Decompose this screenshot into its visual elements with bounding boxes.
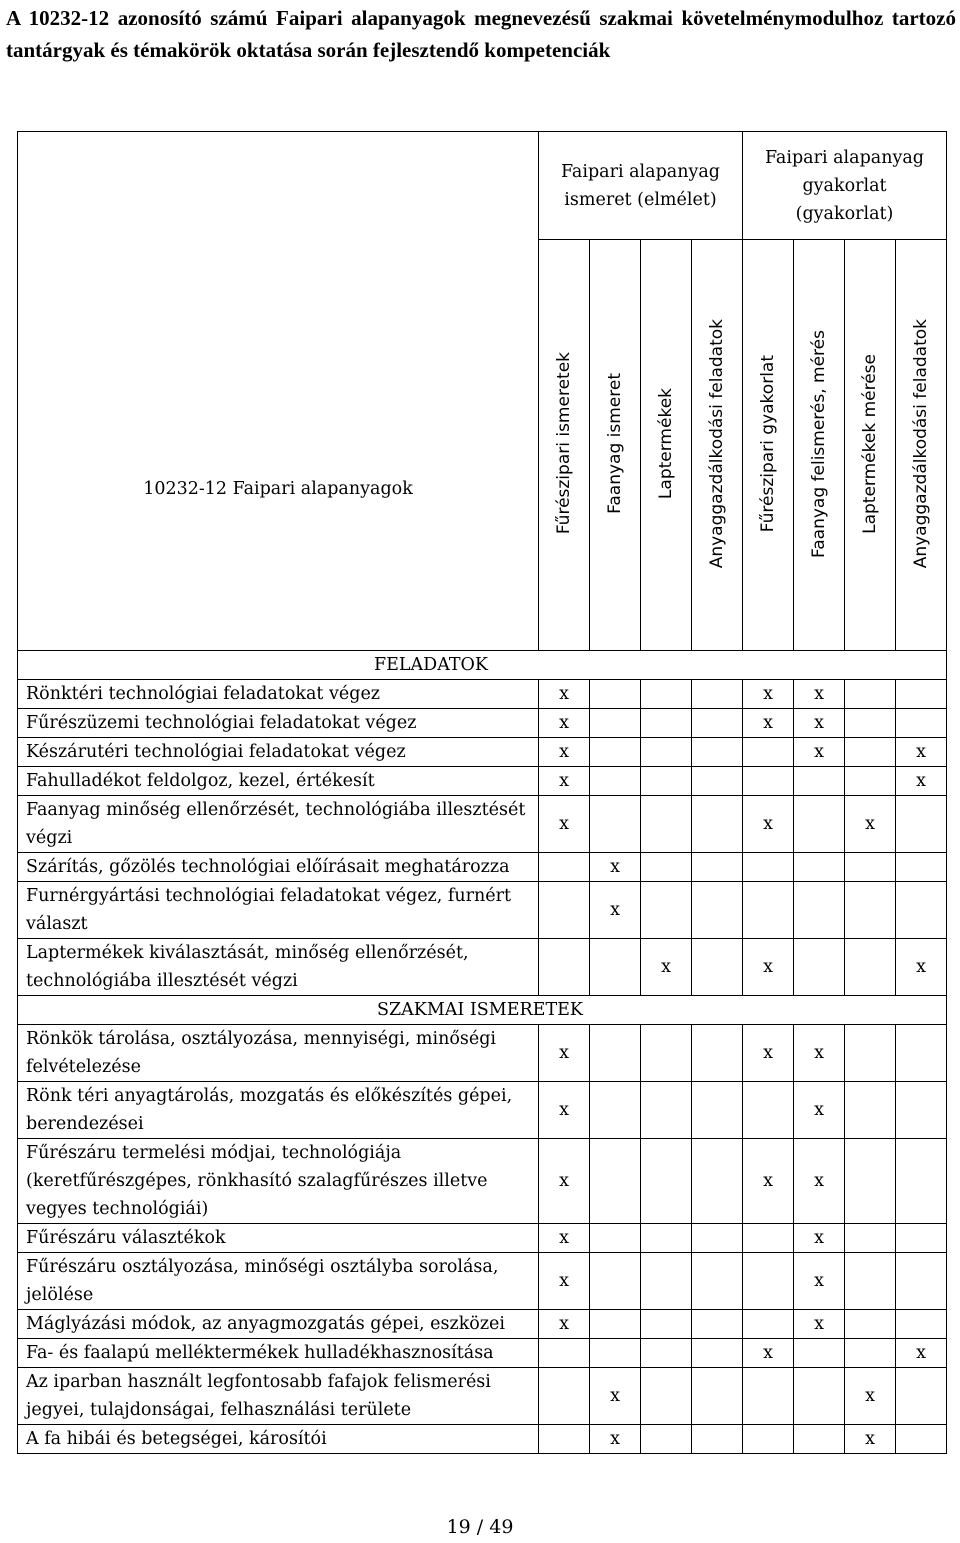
mark-cell xyxy=(743,1310,794,1339)
mark-cell: x xyxy=(590,853,641,882)
subject-group-theory: Faipari alapanyag ismeret (elmélet) xyxy=(539,132,743,240)
mark-cell xyxy=(845,1082,896,1139)
mark-cell: x xyxy=(845,796,896,853)
mark-cell xyxy=(743,1224,794,1253)
mark-cell xyxy=(692,1082,743,1139)
mark-cell xyxy=(845,1139,896,1224)
mark-cell xyxy=(641,767,692,796)
mark-cell xyxy=(692,1025,743,1082)
mark-cell: x xyxy=(590,882,641,939)
column-header: Faanyag felismerés, mérés xyxy=(794,240,845,651)
mark-cell xyxy=(590,1253,641,1310)
mark-cell xyxy=(590,1082,641,1139)
mark-cell xyxy=(641,1425,692,1454)
module-title: 10232-12 Faipari alapanyagok xyxy=(143,479,413,499)
mark-cell: x xyxy=(743,709,794,738)
section-title: SZAKMAI ISMERETEK xyxy=(18,996,947,1025)
mark-cell xyxy=(590,709,641,738)
row-label: Készárutéri technológiai feladatokat végez xyxy=(18,738,539,767)
section-row xyxy=(18,996,947,1025)
row-label: Laptermékek kiválasztását, minőség ellenőrzését, technológiába illesztését végzi xyxy=(18,939,539,996)
table-row xyxy=(18,767,947,796)
mark-cell xyxy=(539,853,590,882)
mark-cell xyxy=(692,882,743,939)
mark-cell: x xyxy=(539,1224,590,1253)
row-label: Fűrészáru termelési módjai, technológiája (keretfűrészgépes, rönkhasító szalagfűrészes illetve vegyes technológiái) xyxy=(18,1139,539,1224)
column-header: Fűrészipari gyakorlat xyxy=(743,240,794,651)
mark-cell xyxy=(896,853,947,882)
module-title-cell xyxy=(18,132,539,651)
column-header: Faanyag ismeret xyxy=(590,240,641,651)
mark-cell xyxy=(641,680,692,709)
row-label: Máglyázási módok, az anyagmozgatás gépei, eszközei xyxy=(18,1310,539,1339)
row-label: Fűrészüzemi technológiai feladatokat végez xyxy=(18,709,539,738)
subject-group-practice: Faipari alapanyag gyakorlat (gyakorlat) xyxy=(743,132,947,240)
section-row xyxy=(18,651,947,680)
mark-cell xyxy=(590,796,641,853)
mark-cell: x xyxy=(896,939,947,996)
mark-cell: x xyxy=(743,1139,794,1224)
mark-cell: x xyxy=(539,767,590,796)
table-row xyxy=(18,1025,947,1082)
row-label: A fa hibái és betegségei, károsítói xyxy=(18,1425,539,1454)
mark-cell xyxy=(896,1310,947,1339)
mark-cell xyxy=(896,1025,947,1082)
mark-cell xyxy=(896,1368,947,1425)
mark-cell xyxy=(641,738,692,767)
mark-cell xyxy=(641,1082,692,1139)
mark-cell xyxy=(641,1253,692,1310)
mark-cell: x xyxy=(743,1339,794,1368)
mark-cell: x xyxy=(743,1025,794,1082)
mark-cell xyxy=(641,1310,692,1339)
mark-cell: x xyxy=(896,738,947,767)
mark-cell: x xyxy=(794,738,845,767)
mark-cell xyxy=(743,1368,794,1425)
mark-cell xyxy=(641,1025,692,1082)
mark-cell xyxy=(794,853,845,882)
column-header: Fűrészipari ismeretek xyxy=(539,240,590,651)
mark-cell xyxy=(692,709,743,738)
column-header: Laptermékek xyxy=(641,240,692,651)
mark-cell: x xyxy=(794,1139,845,1224)
mark-cell xyxy=(590,738,641,767)
column-header: Anyaggazdálkodási feladatok xyxy=(692,240,743,651)
mark-cell: x xyxy=(539,1253,590,1310)
mark-cell xyxy=(896,1224,947,1253)
mark-cell xyxy=(743,1253,794,1310)
mark-cell xyxy=(743,738,794,767)
mark-cell xyxy=(845,853,896,882)
mark-cell: x xyxy=(539,709,590,738)
mark-cell xyxy=(845,1224,896,1253)
mark-cell xyxy=(539,882,590,939)
mark-cell: x xyxy=(539,1025,590,1082)
mark-cell: x xyxy=(845,1425,896,1454)
column-header: Laptermékek mérése xyxy=(845,240,896,651)
mark-cell: x xyxy=(743,680,794,709)
mark-cell: x xyxy=(794,1224,845,1253)
mark-cell xyxy=(794,882,845,939)
mark-cell xyxy=(896,796,947,853)
mark-cell xyxy=(590,1339,641,1368)
mark-cell xyxy=(743,853,794,882)
table-row xyxy=(18,1310,947,1339)
mark-cell xyxy=(692,738,743,767)
table-body xyxy=(18,132,947,1454)
table-row xyxy=(18,853,947,882)
mark-cell xyxy=(590,680,641,709)
mark-cell xyxy=(692,1139,743,1224)
section-title: FELADATOK xyxy=(18,651,947,680)
mark-cell: x xyxy=(539,1310,590,1339)
row-label: Fűrészáru osztályozása, minőségi osztályba sorolása, jelölése xyxy=(18,1253,539,1310)
mark-cell: x xyxy=(845,1368,896,1425)
mark-cell xyxy=(896,1082,947,1139)
mark-cell xyxy=(641,853,692,882)
mark-cell xyxy=(845,1253,896,1310)
mark-cell xyxy=(743,1425,794,1454)
row-label: Az iparban használt legfontosabb fafajok felismerési jegyei, tulajdonságai, felhasználási területe xyxy=(18,1368,539,1425)
mark-cell xyxy=(743,882,794,939)
mark-cell xyxy=(539,1339,590,1368)
mark-cell xyxy=(692,1253,743,1310)
mark-cell xyxy=(539,1368,590,1425)
mark-cell: x xyxy=(794,1082,845,1139)
mark-cell: x xyxy=(641,939,692,996)
mark-cell xyxy=(539,939,590,996)
mark-cell xyxy=(794,767,845,796)
table-row xyxy=(18,882,947,939)
row-label: Rönkök tárolása, osztályozása, mennyiségi, minőségi felvételezése xyxy=(18,1025,539,1082)
mark-cell: x xyxy=(743,796,794,853)
mark-cell xyxy=(794,1425,845,1454)
mark-cell xyxy=(743,1082,794,1139)
mark-cell: x xyxy=(896,767,947,796)
column-header: Anyaggazdálkodási feladatok xyxy=(896,240,947,651)
mark-cell: x xyxy=(539,1082,590,1139)
mark-cell: x xyxy=(794,709,845,738)
mark-cell xyxy=(692,939,743,996)
mark-cell xyxy=(641,1224,692,1253)
table-row xyxy=(18,1224,947,1253)
mark-cell: x xyxy=(539,796,590,853)
mark-cell xyxy=(692,1310,743,1339)
mark-cell xyxy=(845,939,896,996)
mark-cell xyxy=(896,680,947,709)
table-row xyxy=(18,1253,947,1310)
mark-cell xyxy=(845,767,896,796)
mark-cell xyxy=(590,1310,641,1339)
mark-cell xyxy=(590,1139,641,1224)
row-label: Szárítás, gőzölés technológiai előírásait meghatározza xyxy=(18,853,539,882)
mark-cell xyxy=(845,882,896,939)
mark-cell xyxy=(896,882,947,939)
mark-cell: x xyxy=(539,680,590,709)
mark-cell xyxy=(641,882,692,939)
mark-cell xyxy=(845,738,896,767)
mark-cell: x xyxy=(590,1425,641,1454)
table-row xyxy=(18,680,947,709)
mark-cell xyxy=(692,680,743,709)
row-label: Fahulladékot feldolgoz, kezel, értékesít xyxy=(18,767,539,796)
mark-cell: x xyxy=(743,939,794,996)
mark-cell xyxy=(641,796,692,853)
mark-cell xyxy=(641,1339,692,1368)
mark-cell: x xyxy=(794,1025,845,1082)
mark-cell xyxy=(692,1224,743,1253)
mark-cell xyxy=(743,767,794,796)
subject-group-row xyxy=(18,132,947,240)
mark-cell xyxy=(590,767,641,796)
table-row xyxy=(18,1082,947,1139)
table-row xyxy=(18,1368,947,1425)
mark-cell xyxy=(896,709,947,738)
mark-cell xyxy=(539,1425,590,1454)
mark-cell xyxy=(794,1339,845,1368)
mark-cell xyxy=(641,709,692,738)
competency-table xyxy=(17,131,947,1454)
mark-cell xyxy=(845,1310,896,1339)
mark-cell xyxy=(692,767,743,796)
row-label: Rönk téri anyagtárolás, mozgatás és előkészítés gépei, berendezései xyxy=(18,1082,539,1139)
table-row xyxy=(18,738,947,767)
mark-cell xyxy=(845,1025,896,1082)
row-label: Furnérgyártási technológiai feladatokat végez, furnért választ xyxy=(18,882,539,939)
mark-cell xyxy=(692,1425,743,1454)
table-row xyxy=(18,1139,947,1224)
mark-cell xyxy=(692,796,743,853)
document-heading: A 10232-12 azonosító számú Faipari alapanyagok megnevezésű szakmai követelménymodulhoz tartozó tantárgyak és témakörök oktatása során fejlesztendő kompetenciák xyxy=(6,6,956,62)
row-label: Fa- és faalapú melléktermékek hulladékhasznosítása xyxy=(18,1339,539,1368)
table-row xyxy=(18,796,947,853)
mark-cell: x xyxy=(539,738,590,767)
table-row xyxy=(18,1425,947,1454)
table-row xyxy=(18,1339,947,1368)
mark-cell: x xyxy=(539,1139,590,1224)
mark-cell xyxy=(641,1139,692,1224)
mark-cell xyxy=(845,709,896,738)
mark-cell: x xyxy=(794,1253,845,1310)
table-row xyxy=(18,709,947,738)
mark-cell: x xyxy=(794,1310,845,1339)
mark-cell xyxy=(590,939,641,996)
row-label: Fűrészáru választékok xyxy=(18,1224,539,1253)
mark-cell: x xyxy=(896,1339,947,1368)
mark-cell xyxy=(692,1339,743,1368)
row-label: Faanyag minőség ellenőrzését, technológiába illesztését végzi xyxy=(18,796,539,853)
table-row xyxy=(18,939,947,996)
mark-cell xyxy=(641,1368,692,1425)
mark-cell xyxy=(794,796,845,853)
mark-cell: x xyxy=(794,680,845,709)
mark-cell xyxy=(845,1339,896,1368)
mark-cell xyxy=(896,1425,947,1454)
mark-cell xyxy=(896,1139,947,1224)
mark-cell xyxy=(590,1224,641,1253)
row-label: Rönktéri technológiai feladatokat végez xyxy=(18,680,539,709)
page-number: 19 / 49 xyxy=(446,1516,514,1538)
mark-cell xyxy=(590,1025,641,1082)
mark-cell xyxy=(794,939,845,996)
mark-cell xyxy=(692,1368,743,1425)
mark-cell: x xyxy=(590,1368,641,1425)
mark-cell xyxy=(845,680,896,709)
mark-cell xyxy=(794,1368,845,1425)
mark-cell xyxy=(692,853,743,882)
mark-cell xyxy=(896,1253,947,1310)
